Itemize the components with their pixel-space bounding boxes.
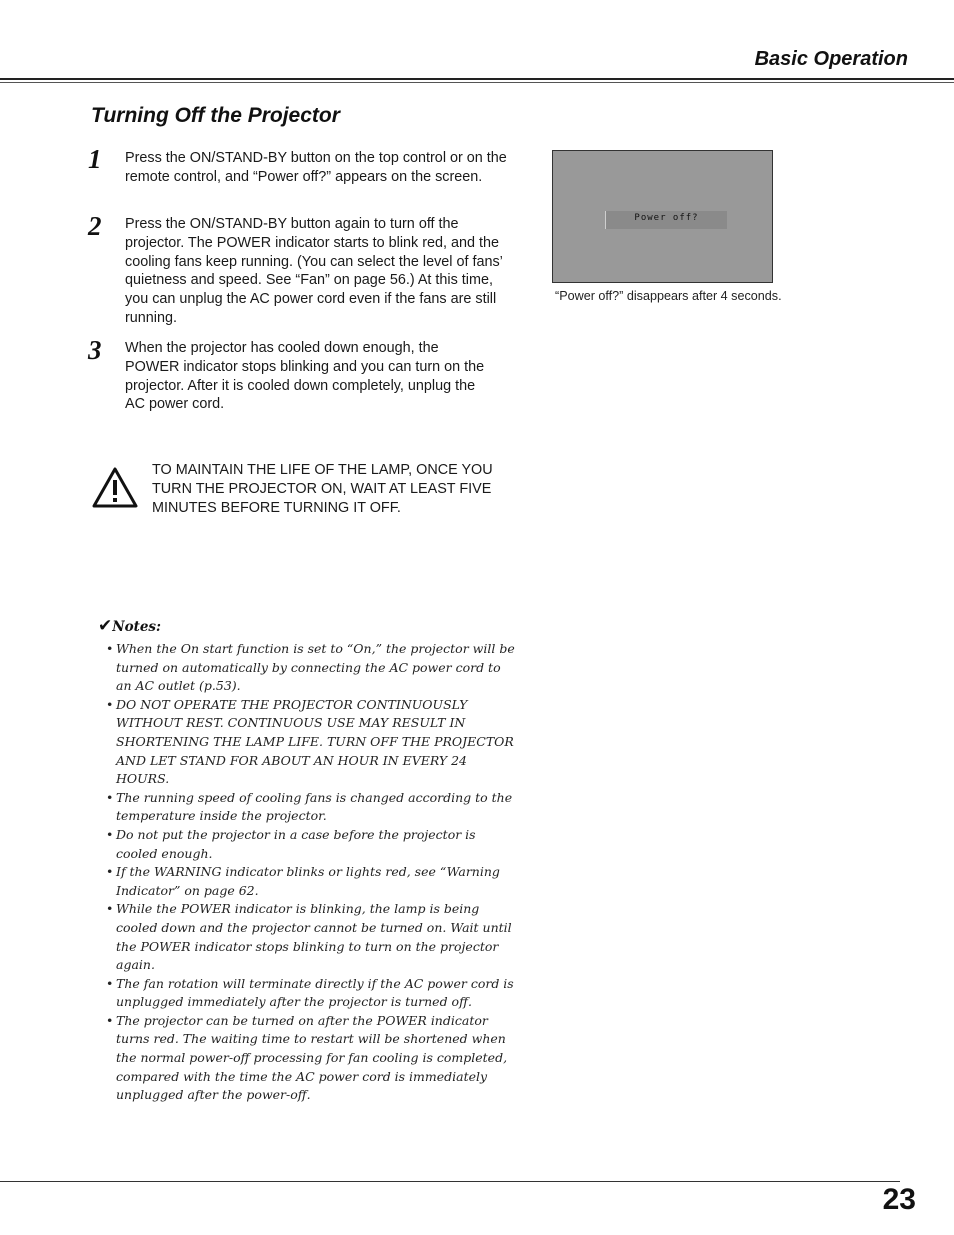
warning-triangle-icon [92, 466, 138, 508]
note-item: • The running speed of cooling fans is changed according to the temperature inside the projector. [106, 789, 513, 824]
page-title: Turning Off the Projector [91, 104, 340, 127]
note-item: • Do not put the projector in a case before the projector is cooled enough. [106, 826, 476, 861]
step-number-1: 1 [88, 144, 102, 174]
note-item: • While the POWER indicator is blinking, the lamp is being cooled down and the projector cannot be turned on. Wait until the POWER indicator stops blinking to turn on the projector again. [106, 901, 512, 973]
notes-heading [98, 616, 161, 636]
section-header: Basic Operation [754, 48, 908, 70]
step-text-3: When the projector has cooled down enough, the POWER indicator stops blinking and you can turn on the projector. After it is cooled down completely, unplug the AC power cord. [125, 340, 485, 413]
page-number: 23 [882, 1183, 916, 1216]
note-item: • DO NOT OPERATE THE PROJECTOR CONTINUOUSLY WITHOUT REST. CONTINUOUS USE MAY RESULT IN SHORTENING THE LAMP LIFE. TURN OFF THE PROJECTOR AND LET STAND FOR ABOUT AN HOUR IN EVERY 24 HOURS. [106, 696, 514, 787]
warning-text: TO MAINTAIN THE LIFE OF THE LAMP, ONCE YOU TURN THE PROJECTOR ON, WAIT AT LEAST FIVE MINUTES BEFORE TURNING IT OFF. [152, 462, 493, 516]
header-rule-thin [0, 82, 954, 83]
step-text-1: Press the ON/STAND-BY button on the top control or on the remote control, and “Power off?” appears on the screen. [125, 150, 507, 185]
screen-preview [552, 150, 773, 283]
step-text-2: Press the ON/STAND-BY button again to turn off the projector. The POWER indicator starts to blink red, and the cooling fans keep running. (You can select the level of fans’ quietness and speed. See “Fan” on page 56.) At this time, you can unplug the AC power cord even if the fans are still running. [125, 216, 503, 326]
note-item: • The fan rotation will terminate directly if the AC power cord is unplugged immediately after the projector is turned off. [106, 975, 514, 1010]
note-item: • If the WARNING indicator blinks or lights red, see “Warning Indicator” on page 62. [106, 864, 500, 898]
screen-message: Power off? [634, 213, 699, 223]
header-rule [0, 78, 954, 80]
note-item: • When the On start function is set to “On,” the projector will be turned on automatically by connecting the AC power cord to an AC outlet (p.53). [106, 641, 515, 694]
step-number-3: 3 [88, 335, 102, 365]
footer-rule [0, 1181, 900, 1182]
screen-message-box [605, 211, 727, 229]
notes-label: Notes: [112, 619, 162, 635]
checkmark-icon: ✔ [98, 616, 113, 636]
screen-caption: “Power off?” disappears after 4 seconds. [555, 289, 782, 303]
notes-list [106, 640, 516, 1105]
step-number-2: 2 [88, 211, 102, 241]
note-item: • The projector can be turned on after the POWER indicator turns red. The waiting time to restart will be shortened when the normal power-off processing for fan cooling is completed, compared with the time the AC power cord is immediately unplugged after the power-off. [106, 1012, 508, 1103]
